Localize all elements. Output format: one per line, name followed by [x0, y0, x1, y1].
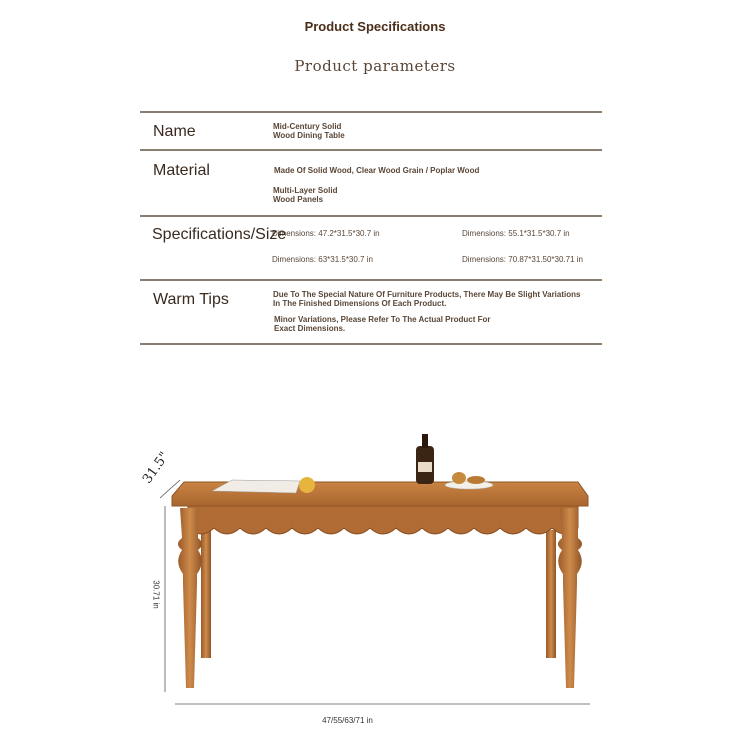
dimension-option: Dimensions: 55.1*31.5*30.7 in: [462, 229, 570, 238]
dimension-option: Dimensions: 47.2*31.5*30.7 in: [272, 229, 380, 238]
name-label: Name: [153, 123, 196, 140]
section-subtitle: Product parameters: [294, 57, 456, 75]
bottle-label: [418, 462, 432, 472]
table-leg: [178, 508, 202, 688]
depth-label: 31.5": [140, 449, 173, 487]
dimension-option: Dimensions: 70.87*31.50*30.71 in: [462, 255, 583, 264]
height-label: 30.71 in: [151, 580, 161, 609]
tips-label: Warm Tips: [153, 291, 229, 308]
bottle-neck: [422, 434, 428, 448]
lemon: [299, 477, 315, 493]
size-label: Specifications/Size: [152, 226, 287, 243]
name-value: Mid-Century Solid Wood Dining Table: [273, 122, 345, 140]
material-value-2: Multi-Layer Solid Wood Panels: [273, 186, 338, 204]
scalloped-apron: [188, 506, 578, 534]
material-value-1: Made Of Solid Wood, Clear Wood Grain / Poplar Wood: [274, 166, 480, 175]
material-label: Material: [153, 162, 210, 179]
tips-value-2: Minor Variations, Please Refer To The Actual Product For Exact Dimensions.: [274, 315, 491, 333]
dimension-option: Dimensions: 63*31.5*30.7 in: [272, 255, 373, 264]
bread: [452, 472, 466, 484]
table-leg: [558, 508, 582, 688]
bread: [467, 476, 485, 484]
table-leg: [201, 530, 211, 658]
page-title: Product Specifications: [304, 19, 446, 34]
table-leg: [546, 530, 556, 658]
tips-value-1: Due To The Special Nature Of Furniture Products, There May Be Slight Variations In The Finished Dimensions Of Each Product.: [273, 290, 581, 308]
width-label: 47/55/63/71 in: [322, 716, 373, 725]
